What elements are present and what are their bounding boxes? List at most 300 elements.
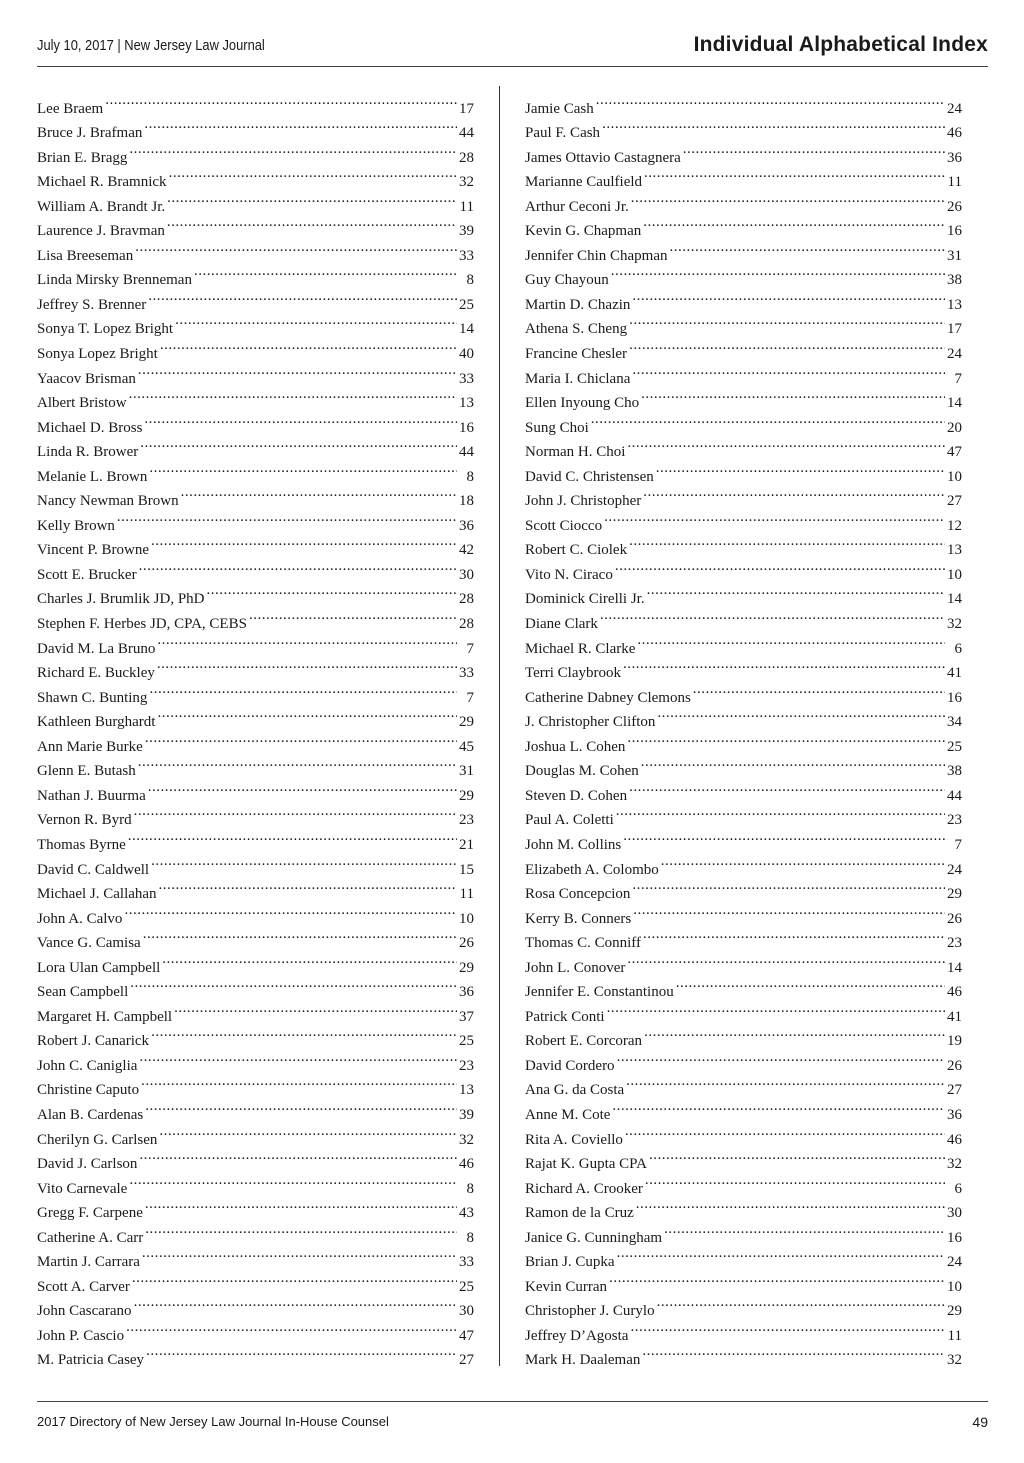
entry-name: Kathleen Burghardt xyxy=(37,714,156,731)
dot-leader xyxy=(149,456,457,481)
entry-name: Ann Marie Burke xyxy=(37,738,143,755)
entry-page-number: 30 xyxy=(947,1205,962,1222)
entry-name: Ellen Inyoung Cho xyxy=(525,395,640,412)
entry-name: Michael R. Bramnick xyxy=(37,174,167,191)
entry-page-number: 33 xyxy=(459,665,474,682)
entry-name: Jennifer E. Constantinou xyxy=(525,984,674,1001)
dot-leader xyxy=(676,972,945,997)
entry-page-number: 41 xyxy=(947,1008,962,1025)
entry-name: Stephen F. Herbes JD, CPA, CEBS xyxy=(37,616,247,633)
dot-leader xyxy=(645,1168,945,1193)
entry-name: Catherine Dabney Clemons xyxy=(525,689,691,706)
dot-leader xyxy=(151,530,457,555)
entry-name: Jennifer Chin Chapman xyxy=(525,247,668,264)
dot-leader xyxy=(142,1242,457,1267)
publication-dateline: July 10, 2017 | New Jersey Law Journal xyxy=(37,37,265,54)
dot-leader xyxy=(129,137,457,162)
dot-leader xyxy=(632,358,945,383)
entry-name: Jeffrey D’Agosta xyxy=(525,1327,629,1344)
entry-name: David Cordero xyxy=(525,1057,615,1074)
entry-name: John Cascarano xyxy=(37,1303,132,1320)
entry-name: Sean Campbell xyxy=(37,984,129,1001)
entry-name: Anne M. Cote xyxy=(525,1106,611,1123)
entry-page-number: 23 xyxy=(459,1057,474,1074)
dot-leader xyxy=(643,211,945,236)
dot-leader xyxy=(128,824,457,849)
entry-page-number: 19 xyxy=(947,1033,962,1050)
dot-leader xyxy=(149,677,457,702)
entry-page-number: 14 xyxy=(947,591,962,608)
entry-page-number: 38 xyxy=(947,272,962,289)
entry-name: Robert J. Canarick xyxy=(37,1033,150,1050)
dot-leader xyxy=(169,162,457,187)
dot-leader xyxy=(157,702,457,727)
dot-leader xyxy=(143,923,457,948)
entry-page-number: 32 xyxy=(947,616,962,633)
dot-leader xyxy=(683,137,945,162)
entry-page-number: 27 xyxy=(947,1082,962,1099)
entry-name: Kelly Brown xyxy=(37,517,115,534)
entry-page-number: 32 xyxy=(947,1352,962,1369)
entry-page-number: 28 xyxy=(459,616,474,633)
entry-page-number: 8 xyxy=(466,1180,474,1197)
entry-page-number: 30 xyxy=(459,1303,474,1320)
dot-leader xyxy=(145,1094,457,1119)
entry-page-number: 14 xyxy=(947,959,962,976)
entry-page-number: 14 xyxy=(459,321,474,338)
entry-name: David C. Christensen xyxy=(525,468,654,485)
entry-page-number: 13 xyxy=(947,542,962,559)
entry-name: John P. Cascio xyxy=(37,1327,125,1344)
entry-page-number: 37 xyxy=(459,1008,474,1025)
entry-name: Brian J. Cupka xyxy=(525,1254,615,1271)
entry-page-number: 11 xyxy=(459,198,474,215)
entry-page-number: 38 xyxy=(947,763,962,780)
dot-leader xyxy=(167,186,457,211)
entry-page-number: 32 xyxy=(459,174,474,191)
entry-name: Bruce J. Brafman xyxy=(37,125,143,142)
dot-leader xyxy=(627,947,945,972)
entry-page-number: 32 xyxy=(947,1156,962,1173)
entry-name: Christopher J. Curylo xyxy=(525,1303,655,1320)
entry-name: Scott Ciocco xyxy=(525,517,603,534)
entry-name: Jamie Cash xyxy=(525,100,594,117)
entry-name: Thomas Byrne xyxy=(37,836,126,853)
entry-page-number: 11 xyxy=(947,174,962,191)
entry-name: Robert C. Ciolek xyxy=(525,542,628,559)
entry-name: David M. La Bruno xyxy=(37,640,156,657)
entry-name: John L. Conover xyxy=(525,959,626,976)
dot-leader xyxy=(664,1217,945,1242)
entry-name: Robert E. Corcoran xyxy=(525,1033,643,1050)
entry-name: Patrick Conti xyxy=(525,1008,605,1025)
dot-leader xyxy=(167,211,457,236)
entry-page-number: 33 xyxy=(459,1254,474,1271)
entry-name: David C. Caldwell xyxy=(37,861,150,878)
entry-name: James Ottavio Castagnera xyxy=(525,149,681,166)
dot-leader xyxy=(661,849,945,874)
dot-leader xyxy=(144,113,457,138)
dot-leader xyxy=(623,824,945,849)
entry-page-number: 18 xyxy=(459,493,474,510)
dot-leader xyxy=(656,456,945,481)
entry-page-number: 24 xyxy=(947,100,962,117)
entry-name: Athena S. Cheng xyxy=(525,321,628,338)
entry-page-number: 16 xyxy=(947,1229,962,1246)
entry-name: Arthur Ceconi Jr. xyxy=(525,198,629,215)
entry-name: Nancy Newman Brown xyxy=(37,493,179,510)
entry-page-number: 23 xyxy=(947,935,962,952)
dot-leader xyxy=(126,1315,457,1340)
entry-name: Vincent P. Browne xyxy=(37,542,150,559)
dot-leader xyxy=(207,579,457,604)
dot-leader xyxy=(615,554,945,579)
entry-name: Ana G. da Costa xyxy=(525,1082,625,1099)
dot-leader xyxy=(602,113,945,138)
entry-page-number: 25 xyxy=(459,1033,474,1050)
entry-page-number: 28 xyxy=(459,149,474,166)
entry-name: Christine Caputo xyxy=(37,1082,140,1099)
dot-leader xyxy=(140,432,457,457)
dot-leader xyxy=(146,1340,457,1365)
entry-page-number: 26 xyxy=(459,935,474,952)
entry-name: Janice G. Cunningham xyxy=(525,1229,663,1246)
dot-leader xyxy=(617,1045,945,1070)
dot-leader xyxy=(600,603,945,628)
dot-leader xyxy=(135,235,457,260)
dot-leader xyxy=(637,628,945,653)
dot-leader xyxy=(617,1242,945,1267)
entry-page-number: 16 xyxy=(947,689,962,706)
dot-leader xyxy=(139,1144,457,1169)
dot-leader xyxy=(138,751,457,776)
dot-leader xyxy=(181,481,457,506)
entry-page-number: 31 xyxy=(459,763,474,780)
entry-page-number: 25 xyxy=(947,738,962,755)
entry-name: Richard A. Crooker xyxy=(525,1180,643,1197)
entry-page-number: 7 xyxy=(466,689,474,706)
entry-page-number: 29 xyxy=(947,886,962,903)
entry-page-number: 32 xyxy=(459,1131,474,1148)
entry-name: Charles J. Brumlik JD, PhD xyxy=(37,591,205,608)
entry-name: Nathan J. Buurma xyxy=(37,787,146,804)
dot-leader xyxy=(629,530,945,555)
page-footer xyxy=(37,1401,988,1432)
dot-leader xyxy=(162,947,457,972)
entry-name: Sung Choi xyxy=(525,419,589,436)
entry-page-number: 46 xyxy=(947,125,962,142)
entry-page-number: 14 xyxy=(947,395,962,412)
entry-page-number: 23 xyxy=(947,812,962,829)
entry-name: Vance G. Camisa xyxy=(37,935,141,952)
dot-leader xyxy=(669,235,945,260)
entry-page-number: 13 xyxy=(947,296,962,313)
index-entry xyxy=(525,88,962,117)
dot-leader xyxy=(626,1070,945,1095)
entry-name: Rajat K. Gupta CPA xyxy=(525,1156,647,1173)
entry-page-number: 39 xyxy=(459,1106,474,1123)
entry-name: John C. Caniglia xyxy=(37,1057,138,1074)
entry-name: Guy Chayoun xyxy=(525,272,609,289)
dot-leader xyxy=(139,554,457,579)
entry-name: Martin D. Chazin xyxy=(525,296,631,313)
page-title: Individual Alphabetical Index xyxy=(693,33,988,56)
dot-leader xyxy=(632,874,945,899)
entry-name: Catherine A. Carr xyxy=(37,1229,144,1246)
entry-page-number: 33 xyxy=(459,247,474,264)
entry-page-number: 40 xyxy=(459,346,474,363)
entry-name: Elizabeth A. Colombo xyxy=(525,861,659,878)
entry-page-number: 17 xyxy=(459,100,474,117)
dot-leader xyxy=(105,88,457,113)
entry-name: Francine Chesler xyxy=(525,346,628,363)
entry-name: Ramon de la Cruz xyxy=(525,1205,634,1222)
dot-leader xyxy=(649,1144,945,1169)
dot-leader xyxy=(129,383,457,408)
entry-name: Dominick Cirelli Jr. xyxy=(525,591,645,608)
dot-leader xyxy=(612,1094,945,1119)
entry-page-number: 47 xyxy=(947,444,962,461)
dot-leader xyxy=(134,1291,457,1316)
dot-leader xyxy=(141,1070,457,1095)
entry-page-number: 10 xyxy=(947,1278,962,1295)
entry-name: Cherilyn G. Carlsen xyxy=(37,1131,158,1148)
entry-name: Thomas C. Conniff xyxy=(525,935,641,952)
index-entry xyxy=(37,88,474,117)
dot-leader xyxy=(611,260,945,285)
dot-leader xyxy=(145,726,457,751)
entry-page-number: 44 xyxy=(947,787,962,804)
entry-page-number: 16 xyxy=(947,223,962,240)
dot-leader xyxy=(609,1266,945,1291)
entry-page-number: 21 xyxy=(459,836,474,853)
entry-page-number: 39 xyxy=(459,223,474,240)
entry-name: Margaret H. Campbell xyxy=(37,1008,173,1025)
entry-page-number: 26 xyxy=(947,1057,962,1074)
entry-name: Glenn E. Butash xyxy=(37,763,136,780)
entry-page-number: 27 xyxy=(459,1352,474,1369)
entry-name: Scott E. Brucker xyxy=(37,566,137,583)
entry-page-number: 36 xyxy=(947,1106,962,1123)
entry-page-number: 46 xyxy=(947,984,962,1001)
dot-leader xyxy=(627,726,945,751)
dot-leader xyxy=(657,1291,945,1316)
entry-page-number: 29 xyxy=(459,959,474,976)
entry-name: Brian E. Bragg xyxy=(37,149,128,166)
entry-name: John J. Christopher xyxy=(525,493,642,510)
entry-page-number: 30 xyxy=(459,566,474,583)
entry-name: Terri Claybrook xyxy=(525,665,622,682)
entry-name: Melanie L. Brown xyxy=(37,468,148,485)
entry-page-number: 8 xyxy=(466,468,474,485)
index-column-right xyxy=(525,88,962,1369)
dot-leader xyxy=(157,628,457,653)
dot-leader xyxy=(629,775,945,800)
entry-name: Paul F. Cash xyxy=(525,125,601,142)
entry-page-number: 36 xyxy=(459,984,474,1001)
entry-page-number: 10 xyxy=(947,566,962,583)
dot-leader xyxy=(132,1266,457,1291)
dot-leader xyxy=(604,505,945,530)
entry-name: Albert Bristow xyxy=(37,395,127,412)
index-entry xyxy=(525,407,962,436)
dot-leader xyxy=(139,1045,457,1070)
entry-name: Martin J. Carrara xyxy=(37,1254,140,1271)
entry-name: Paul A. Coletti xyxy=(525,812,614,829)
dot-leader xyxy=(623,653,945,678)
entry-page-number: 23 xyxy=(459,812,474,829)
entry-page-number: 36 xyxy=(459,517,474,534)
entry-page-number: 25 xyxy=(459,296,474,313)
entry-name: John M. Collins xyxy=(525,836,622,853)
dot-leader xyxy=(642,1340,945,1365)
entry-name: Norman H. Choi xyxy=(525,444,626,461)
entry-name: Richard E. Buckley xyxy=(37,665,155,682)
entry-page-number: 8 xyxy=(466,1229,474,1246)
entry-name: Lee Braem xyxy=(37,100,104,117)
entry-name: Douglas M. Cohen xyxy=(525,763,639,780)
dot-leader xyxy=(138,358,457,383)
entry-page-number: 17 xyxy=(947,321,962,338)
entry-page-number: 45 xyxy=(459,738,474,755)
entry-name: Sonya T. Lopez Bright xyxy=(37,321,174,338)
dot-leader xyxy=(631,186,945,211)
entry-page-number: 13 xyxy=(459,1082,474,1099)
entry-page-number: 46 xyxy=(459,1156,474,1173)
dot-leader xyxy=(627,432,945,457)
dot-leader xyxy=(643,481,945,506)
dot-leader xyxy=(616,800,945,825)
entry-page-number: 33 xyxy=(459,370,474,387)
entry-page-number: 8 xyxy=(466,272,474,289)
entry-name: Shawn C. Bunting xyxy=(37,689,148,706)
entry-name: John A. Calvo xyxy=(37,910,123,927)
entry-name: Laurence J. Bravman xyxy=(37,223,165,240)
entry-name: J. Christopher Clifton xyxy=(525,714,656,731)
entry-name: Linda R. Brower xyxy=(37,444,139,461)
dot-leader xyxy=(633,898,945,923)
dot-leader xyxy=(151,1021,457,1046)
entry-name: Steven D. Cohen xyxy=(525,787,628,804)
entry-name: Marianne Caulfield xyxy=(525,174,643,191)
entry-name: Sonya Lopez Bright xyxy=(37,346,158,363)
entry-name: Maria I. Chiclana xyxy=(525,370,631,387)
entry-page-number: 10 xyxy=(947,468,962,485)
dot-leader xyxy=(632,284,945,309)
entry-name: Linda Mirsky Brenneman xyxy=(37,272,192,289)
entry-name: Diane Clark xyxy=(525,616,598,633)
entry-page-number: 43 xyxy=(459,1205,474,1222)
entry-name: Vito Carnevale xyxy=(37,1180,128,1197)
dot-leader xyxy=(636,1193,945,1218)
entry-page-number: 12 xyxy=(947,517,962,534)
dot-leader xyxy=(625,1119,945,1144)
entry-name: Alan B. Cardenas xyxy=(37,1106,144,1123)
dot-leader xyxy=(117,505,457,530)
entry-page-number: 20 xyxy=(947,419,962,436)
entry-page-number: 15 xyxy=(459,861,474,878)
entry-name: Rita A. Coviello xyxy=(525,1131,623,1148)
dot-leader xyxy=(194,260,457,285)
entry-name: Michael R. Clarke xyxy=(525,640,636,657)
page-header xyxy=(37,30,988,67)
dot-leader xyxy=(630,1315,945,1340)
entry-page-number: 29 xyxy=(459,714,474,731)
entry-name: William A. Brandt Jr. xyxy=(37,198,166,215)
dot-leader xyxy=(641,383,945,408)
entry-page-number: 34 xyxy=(947,714,962,731)
entry-name: Vernon R. Byrd xyxy=(37,812,132,829)
entry-name: Joshua L. Cohen xyxy=(525,738,626,755)
entry-name: Scott A. Carver xyxy=(37,1278,130,1295)
dot-leader xyxy=(641,751,945,776)
entry-name: Yaacov Brisman xyxy=(37,370,136,387)
entry-page-number: 6 xyxy=(954,1180,962,1197)
entry-name: Michael D. Bross xyxy=(37,419,143,436)
entry-page-number: 11 xyxy=(459,886,474,903)
entry-page-number: 26 xyxy=(947,198,962,215)
entry-page-number: 29 xyxy=(459,787,474,804)
entry-page-number: 10 xyxy=(459,910,474,927)
entry-page-number: 25 xyxy=(459,1278,474,1295)
entry-name: Vito N. Ciraco xyxy=(525,566,613,583)
dot-leader xyxy=(629,333,945,358)
dot-leader xyxy=(160,333,457,358)
entry-page-number: 31 xyxy=(947,247,962,264)
entry-page-number: 42 xyxy=(459,542,474,559)
entry-page-number: 7 xyxy=(466,640,474,657)
dot-leader xyxy=(134,800,457,825)
dot-leader xyxy=(174,996,457,1021)
entry-page-number: 7 xyxy=(954,836,962,853)
dot-leader xyxy=(130,972,457,997)
entry-name: M. Patricia Casey xyxy=(37,1352,145,1369)
entry-page-number: 24 xyxy=(947,1254,962,1271)
entry-page-number: 13 xyxy=(459,395,474,412)
footer-publication: 2017 Directory of New Jersey Law Journal In-House Counsel xyxy=(37,1414,389,1429)
dot-leader xyxy=(159,874,457,899)
dot-leader xyxy=(151,849,457,874)
entry-page-number: 29 xyxy=(947,1303,962,1320)
dot-leader xyxy=(647,579,945,604)
dot-leader xyxy=(693,677,945,702)
entry-name: Mark H. Daaleman xyxy=(525,1352,641,1369)
entry-page-number: 41 xyxy=(947,665,962,682)
column-divider xyxy=(499,86,500,1366)
dot-leader xyxy=(159,1119,457,1144)
page-number: 49 xyxy=(972,1414,988,1430)
entry-name: Jeffrey S. Brenner xyxy=(37,296,147,313)
entry-page-number: 16 xyxy=(459,419,474,436)
dot-leader xyxy=(629,309,945,334)
entry-name: Kerry B. Conners xyxy=(525,910,632,927)
dot-leader xyxy=(644,162,945,187)
entry-name: David J. Carlson xyxy=(37,1156,138,1173)
dot-leader xyxy=(175,309,457,334)
dot-leader xyxy=(657,702,945,727)
index-column-left xyxy=(37,88,474,1369)
dot-leader xyxy=(124,898,457,923)
entry-name: Michael J. Callahan xyxy=(37,886,157,903)
entry-name: Rosa Concepcion xyxy=(525,886,631,903)
dot-leader xyxy=(596,88,945,113)
entry-page-number: 11 xyxy=(947,1327,962,1344)
entry-name: Gregg F. Carpene xyxy=(37,1205,143,1222)
entry-name: Kevin G. Chapman xyxy=(525,223,642,240)
entry-page-number: 36 xyxy=(947,149,962,166)
dot-leader xyxy=(249,603,457,628)
entry-page-number: 46 xyxy=(947,1131,962,1148)
